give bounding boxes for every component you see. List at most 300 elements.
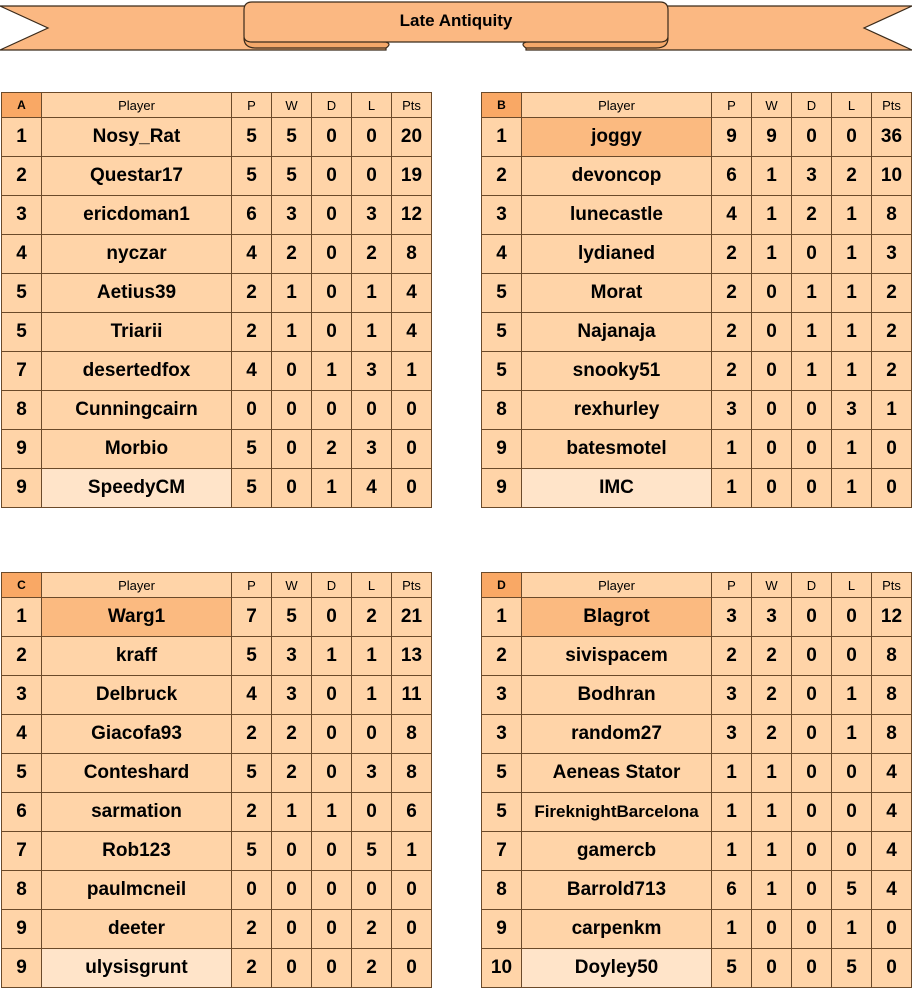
points-cell: 4	[392, 274, 432, 313]
player-column-header: Player	[42, 93, 232, 118]
lost-cell: 5	[352, 832, 392, 871]
won-cell: 0	[752, 274, 792, 313]
lost-cell: 0	[352, 391, 392, 430]
player-name: Questar17	[42, 157, 232, 196]
drawn-column-header: D	[792, 573, 832, 598]
played-cell: 6	[712, 871, 752, 910]
rank-cell: 5	[482, 274, 522, 313]
lost-cell: 1	[832, 274, 872, 313]
standings-row	[2, 676, 432, 715]
points-cell: 0	[872, 949, 912, 988]
rank-cell: 9	[482, 910, 522, 949]
played-cell: 6	[232, 196, 272, 235]
lost-cell: 1	[832, 715, 872, 754]
player-name: Conteshard	[42, 754, 232, 793]
player-name: Triarii	[42, 313, 232, 352]
won-cell: 0	[752, 469, 792, 508]
points-cell: 0	[392, 949, 432, 988]
lost-cell: 1	[832, 430, 872, 469]
won-column-header: W	[272, 573, 312, 598]
played-cell: 4	[712, 196, 752, 235]
group-letter: D	[482, 573, 522, 598]
standings-row	[2, 352, 432, 391]
lost-cell: 0	[352, 715, 392, 754]
drawn-cell: 0	[312, 196, 352, 235]
rank-cell: 4	[2, 715, 42, 754]
player-name: Morat	[522, 274, 712, 313]
points-cell: 2	[872, 313, 912, 352]
rank-cell: 9	[2, 949, 42, 988]
played-column-header: P	[712, 573, 752, 598]
points-cell: 8	[392, 715, 432, 754]
drawn-cell: 1	[792, 274, 832, 313]
played-cell: 2	[712, 235, 752, 274]
drawn-cell: 0	[312, 598, 352, 637]
rank-cell: 3	[2, 196, 42, 235]
standings-row	[482, 430, 912, 469]
player-name: Warg1	[42, 598, 232, 637]
drawn-column-header: D	[312, 93, 352, 118]
rank-cell: 8	[2, 391, 42, 430]
won-cell: 3	[272, 676, 312, 715]
played-cell: 4	[232, 676, 272, 715]
played-cell: 3	[712, 676, 752, 715]
standings-row	[2, 598, 432, 637]
won-cell: 0	[272, 871, 312, 910]
rank-cell: 3	[2, 676, 42, 715]
won-cell: 3	[272, 637, 312, 676]
lost-cell: 2	[352, 949, 392, 988]
player-name: Aeneas Stator	[522, 754, 712, 793]
player-name: random27	[522, 715, 712, 754]
won-cell: 1	[752, 793, 792, 832]
standings-row	[482, 313, 912, 352]
drawn-cell: 0	[792, 910, 832, 949]
player-column-header: Player	[522, 93, 712, 118]
lost-cell: 3	[352, 352, 392, 391]
drawn-cell: 0	[792, 676, 832, 715]
points-cell: 8	[872, 715, 912, 754]
won-cell: 0	[752, 949, 792, 988]
played-cell: 5	[232, 157, 272, 196]
standings-row	[482, 715, 912, 754]
won-cell: 0	[752, 430, 792, 469]
won-cell: 0	[752, 391, 792, 430]
player-column-header: Player	[522, 573, 712, 598]
player-name: Bodhran	[522, 676, 712, 715]
lost-column-header: L	[832, 93, 872, 118]
played-cell: 4	[232, 235, 272, 274]
played-cell: 3	[712, 598, 752, 637]
points-cell: 4	[872, 832, 912, 871]
player-name: Doyley50	[522, 949, 712, 988]
group-c-table	[1, 572, 432, 988]
lost-cell: 1	[352, 637, 392, 676]
rank-cell: 7	[482, 832, 522, 871]
standings-row	[2, 871, 432, 910]
drawn-cell: 0	[312, 715, 352, 754]
rank-cell: 1	[482, 598, 522, 637]
player-name: sivispacem	[522, 637, 712, 676]
drawn-cell: 1	[792, 352, 832, 391]
player-name: batesmotel	[522, 430, 712, 469]
player-name: Blagrot	[522, 598, 712, 637]
standings-row	[2, 793, 432, 832]
points-cell: 3	[872, 235, 912, 274]
played-column-header: P	[712, 93, 752, 118]
group-letter: A	[2, 93, 42, 118]
won-cell: 3	[272, 196, 312, 235]
won-cell: 5	[272, 118, 312, 157]
standings-row	[482, 157, 912, 196]
standings-row	[482, 235, 912, 274]
points-cell: 4	[872, 871, 912, 910]
points-cell: 10	[872, 157, 912, 196]
won-cell: 1	[272, 313, 312, 352]
rank-cell: 5	[482, 352, 522, 391]
drawn-cell: 0	[792, 793, 832, 832]
won-cell: 2	[752, 676, 792, 715]
player-name: ericdoman1	[42, 196, 232, 235]
won-column-header: W	[752, 93, 792, 118]
rank-cell: 5	[482, 313, 522, 352]
won-cell: 0	[752, 910, 792, 949]
drawn-cell: 2	[792, 196, 832, 235]
lost-cell: 2	[352, 910, 392, 949]
drawn-cell: 0	[312, 949, 352, 988]
standings-row	[482, 469, 912, 508]
lost-cell: 2	[832, 157, 872, 196]
drawn-cell: 0	[312, 157, 352, 196]
drawn-cell: 1	[312, 793, 352, 832]
standings-row	[2, 274, 432, 313]
won-cell: 0	[272, 832, 312, 871]
lost-column-header: L	[352, 573, 392, 598]
points-cell: 0	[392, 871, 432, 910]
points-cell: 12	[872, 598, 912, 637]
player-name: Aetius39	[42, 274, 232, 313]
player-name: rexhurley	[522, 391, 712, 430]
lost-cell: 1	[352, 676, 392, 715]
played-cell: 5	[232, 754, 272, 793]
points-cell: 11	[392, 676, 432, 715]
played-cell: 5	[712, 949, 752, 988]
rank-cell: 5	[2, 274, 42, 313]
played-cell: 5	[232, 832, 272, 871]
standings-row	[482, 637, 912, 676]
points-cell: 13	[392, 637, 432, 676]
player-name: lunecastle	[522, 196, 712, 235]
player-name: Cunningcairn	[42, 391, 232, 430]
standings-row	[482, 832, 912, 871]
won-cell: 0	[752, 313, 792, 352]
lost-cell: 5	[832, 871, 872, 910]
won-cell: 0	[272, 949, 312, 988]
played-cell: 7	[232, 598, 272, 637]
standings-row	[2, 430, 432, 469]
drawn-cell: 0	[312, 313, 352, 352]
standings-row	[482, 949, 912, 988]
rank-cell: 2	[482, 157, 522, 196]
rank-cell: 5	[482, 754, 522, 793]
standings-row	[2, 391, 432, 430]
standings-row	[2, 910, 432, 949]
points-cell: 0	[392, 910, 432, 949]
rank-cell: 2	[482, 637, 522, 676]
played-cell: 1	[712, 832, 752, 871]
won-cell: 3	[752, 598, 792, 637]
lost-column-header: L	[832, 573, 872, 598]
played-cell: 2	[712, 637, 752, 676]
player-name: kraff	[42, 637, 232, 676]
lost-cell: 3	[352, 430, 392, 469]
played-cell: 6	[712, 157, 752, 196]
rank-cell: 5	[2, 754, 42, 793]
drawn-cell: 0	[312, 832, 352, 871]
rank-cell: 3	[482, 715, 522, 754]
played-cell: 1	[712, 430, 752, 469]
lost-cell: 0	[832, 637, 872, 676]
player-name: Barrold713	[522, 871, 712, 910]
rank-cell: 8	[2, 871, 42, 910]
standings-row	[2, 235, 432, 274]
group-header-row	[482, 93, 912, 118]
standings-row	[482, 352, 912, 391]
won-cell: 0	[272, 391, 312, 430]
played-cell: 5	[232, 118, 272, 157]
points-cell: 8	[392, 754, 432, 793]
lost-cell: 0	[352, 157, 392, 196]
drawn-cell: 0	[312, 676, 352, 715]
played-cell: 5	[232, 469, 272, 508]
points-cell: 8	[872, 676, 912, 715]
drawn-cell: 2	[312, 430, 352, 469]
player-column-header: Player	[42, 573, 232, 598]
standings-row	[482, 871, 912, 910]
drawn-cell: 0	[792, 715, 832, 754]
played-cell: 0	[232, 871, 272, 910]
drawn-cell: 0	[792, 235, 832, 274]
player-name: IMC	[522, 469, 712, 508]
rank-cell: 8	[482, 391, 522, 430]
player-name: devoncop	[522, 157, 712, 196]
won-cell: 1	[752, 235, 792, 274]
played-cell: 1	[712, 469, 752, 508]
won-cell: 2	[272, 715, 312, 754]
lost-cell: 0	[832, 832, 872, 871]
player-name: Rob123	[42, 832, 232, 871]
points-cell: 0	[872, 910, 912, 949]
lost-cell: 1	[832, 313, 872, 352]
standings-row	[2, 832, 432, 871]
lost-cell: 1	[832, 469, 872, 508]
played-cell: 1	[712, 754, 752, 793]
lost-cell: 1	[832, 910, 872, 949]
points-cell: 4	[872, 793, 912, 832]
points-column-header: Pts	[392, 93, 432, 118]
group-b-table	[481, 92, 912, 508]
drawn-cell: 0	[792, 430, 832, 469]
points-cell: 19	[392, 157, 432, 196]
standings-row	[2, 754, 432, 793]
standings-row	[2, 118, 432, 157]
drawn-column-header: D	[792, 93, 832, 118]
lost-cell: 0	[832, 754, 872, 793]
rank-cell: 7	[2, 352, 42, 391]
points-column-header: Pts	[392, 573, 432, 598]
points-cell: 4	[392, 313, 432, 352]
standings-row	[2, 715, 432, 754]
player-name: gamercb	[522, 832, 712, 871]
standings-row	[2, 157, 432, 196]
standings-row	[2, 469, 432, 508]
drawn-cell: 0	[312, 274, 352, 313]
points-column-header: Pts	[872, 573, 912, 598]
played-cell: 2	[232, 949, 272, 988]
lost-cell: 2	[352, 235, 392, 274]
group-header-row	[2, 93, 432, 118]
lost-cell: 2	[352, 598, 392, 637]
played-cell: 4	[232, 352, 272, 391]
rank-cell: 9	[2, 430, 42, 469]
lost-cell: 3	[352, 754, 392, 793]
played-cell: 2	[232, 313, 272, 352]
points-cell: 2	[872, 274, 912, 313]
player-name: carpenkm	[522, 910, 712, 949]
drawn-cell: 0	[792, 598, 832, 637]
rank-cell: 4	[2, 235, 42, 274]
player-name: deeter	[42, 910, 232, 949]
lost-cell: 0	[832, 793, 872, 832]
played-cell: 2	[712, 274, 752, 313]
standings-row	[482, 676, 912, 715]
played-cell: 2	[232, 274, 272, 313]
drawn-cell: 0	[312, 910, 352, 949]
player-name: Nosy_Rat	[42, 118, 232, 157]
player-name: FireknightBarcelona	[522, 793, 712, 832]
won-cell: 0	[272, 352, 312, 391]
lost-cell: 0	[832, 598, 872, 637]
player-name: nyczar	[42, 235, 232, 274]
drawn-cell: 1	[312, 469, 352, 508]
points-cell: 0	[392, 430, 432, 469]
played-column-header: P	[232, 93, 272, 118]
rank-cell: 1	[482, 118, 522, 157]
lost-cell: 0	[832, 118, 872, 157]
played-cell: 1	[712, 910, 752, 949]
standings-row	[2, 196, 432, 235]
standings-row	[2, 949, 432, 988]
points-cell: 6	[392, 793, 432, 832]
player-name: lydianed	[522, 235, 712, 274]
played-cell: 3	[712, 391, 752, 430]
standings-row	[482, 910, 912, 949]
group-letter: C	[2, 573, 42, 598]
points-cell: 0	[392, 469, 432, 508]
drawn-cell: 0	[792, 469, 832, 508]
points-cell: 12	[392, 196, 432, 235]
standings-row	[482, 274, 912, 313]
standings-row	[482, 196, 912, 235]
lost-cell: 4	[352, 469, 392, 508]
drawn-cell: 0	[312, 871, 352, 910]
lost-cell: 1	[832, 352, 872, 391]
drawn-cell: 0	[792, 637, 832, 676]
lost-cell: 1	[352, 274, 392, 313]
points-cell: 1	[872, 391, 912, 430]
drawn-column-header: D	[312, 573, 352, 598]
page-title: Late Antiquity	[399, 11, 513, 30]
rank-cell: 9	[482, 430, 522, 469]
points-cell: 36	[872, 118, 912, 157]
points-cell: 1	[392, 352, 432, 391]
points-cell: 8	[872, 637, 912, 676]
rank-cell: 10	[482, 949, 522, 988]
points-cell: 0	[872, 469, 912, 508]
played-cell: 2	[712, 352, 752, 391]
played-cell: 2	[232, 715, 272, 754]
won-cell: 1	[272, 274, 312, 313]
rank-cell: 6	[2, 793, 42, 832]
played-cell: 2	[232, 793, 272, 832]
points-cell: 21	[392, 598, 432, 637]
group-letter: B	[482, 93, 522, 118]
played-column-header: P	[232, 573, 272, 598]
player-name: Morbio	[42, 430, 232, 469]
player-name: sarmation	[42, 793, 232, 832]
rank-cell: 5	[482, 793, 522, 832]
rank-cell: 1	[2, 598, 42, 637]
standings-row	[2, 637, 432, 676]
drawn-cell: 0	[792, 391, 832, 430]
won-cell: 0	[272, 469, 312, 508]
won-cell: 1	[272, 793, 312, 832]
group-header-row	[2, 573, 432, 598]
rank-cell: 9	[2, 469, 42, 508]
drawn-cell: 0	[312, 118, 352, 157]
player-name: Delbruck	[42, 676, 232, 715]
played-cell: 3	[712, 715, 752, 754]
drawn-cell: 0	[792, 118, 832, 157]
won-cell: 1	[752, 832, 792, 871]
played-cell: 2	[712, 313, 752, 352]
lost-cell: 0	[352, 871, 392, 910]
lost-cell: 0	[352, 793, 392, 832]
points-cell: 1	[392, 832, 432, 871]
drawn-cell: 0	[792, 871, 832, 910]
lost-cell: 3	[832, 391, 872, 430]
rank-cell: 9	[482, 469, 522, 508]
played-cell: 5	[232, 637, 272, 676]
played-cell: 5	[232, 430, 272, 469]
standings-row	[482, 391, 912, 430]
player-name: snooky51	[522, 352, 712, 391]
drawn-cell: 1	[312, 352, 352, 391]
drawn-cell: 0	[312, 235, 352, 274]
standings-row	[482, 598, 912, 637]
standings-row	[482, 793, 912, 832]
played-cell: 2	[232, 910, 272, 949]
standings-row	[2, 313, 432, 352]
won-cell: 0	[272, 430, 312, 469]
rank-cell: 1	[2, 118, 42, 157]
played-cell: 0	[232, 391, 272, 430]
lost-cell: 3	[352, 196, 392, 235]
won-cell: 1	[752, 196, 792, 235]
player-name: joggy	[522, 118, 712, 157]
rank-cell: 5	[2, 313, 42, 352]
player-name: ulysisgrunt	[42, 949, 232, 988]
